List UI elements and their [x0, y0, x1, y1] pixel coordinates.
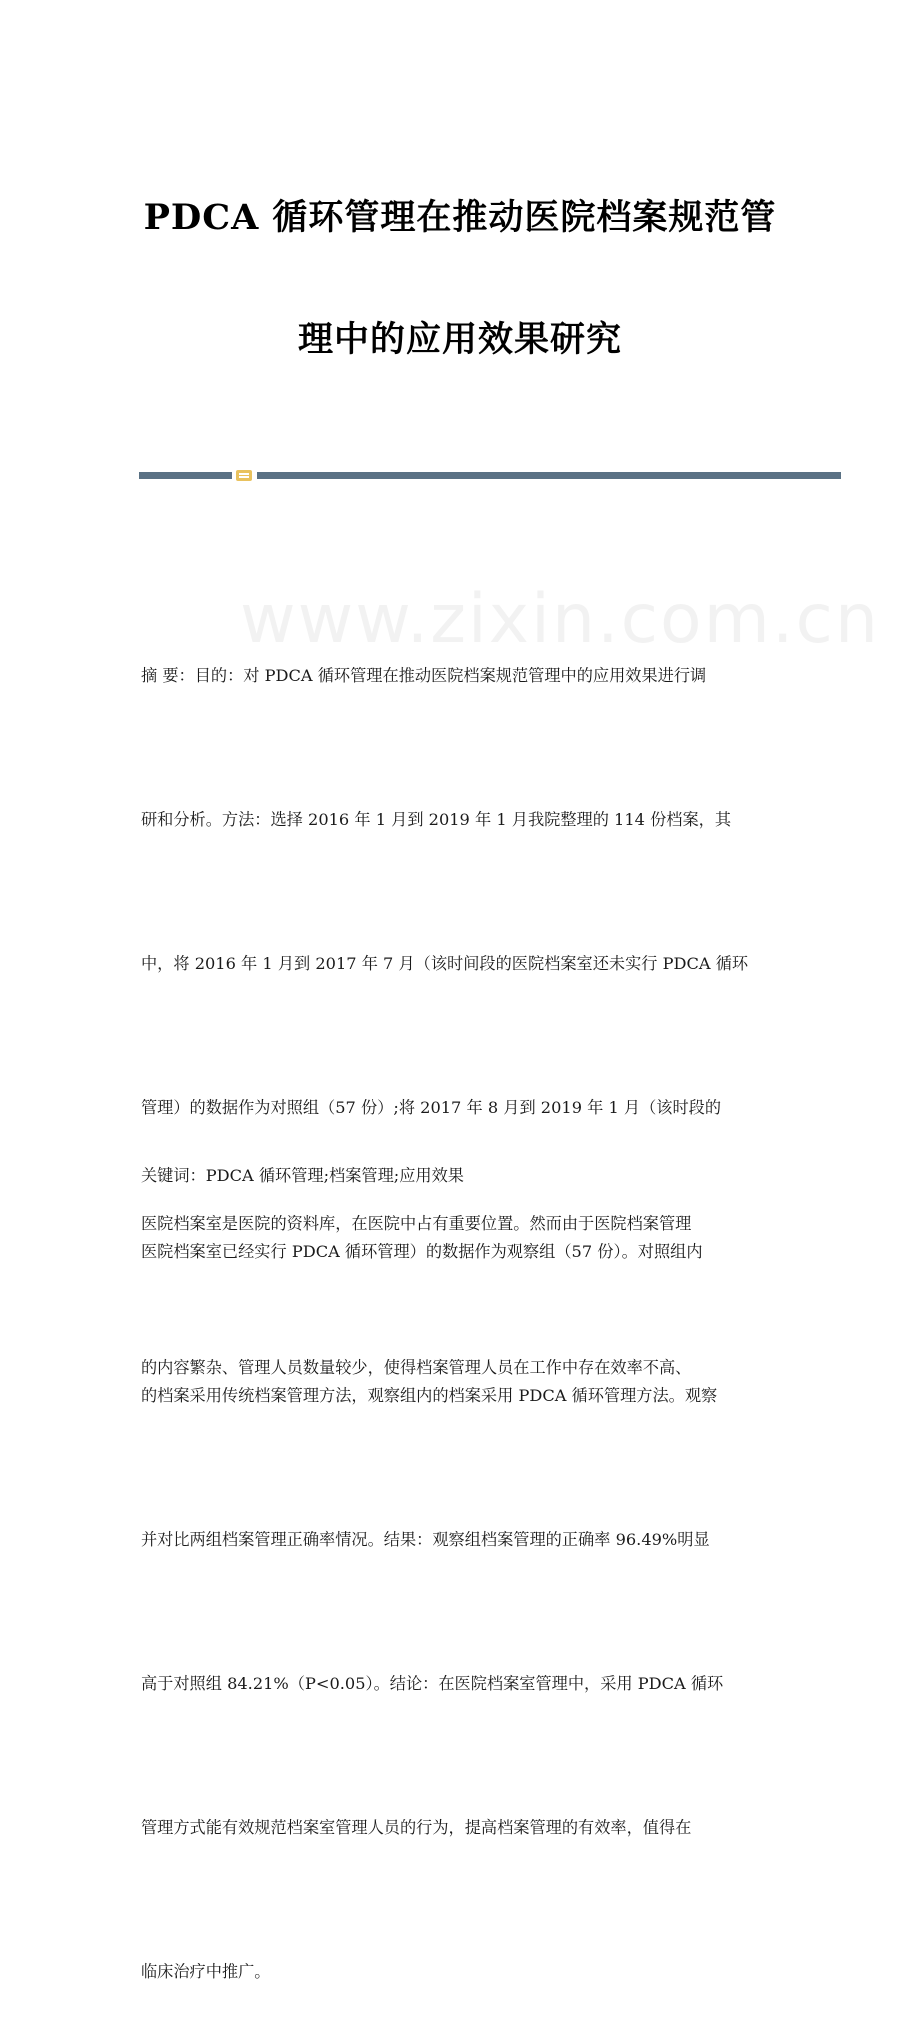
abstract-line: 临床治疗中推广。 — [141, 1962, 271, 1981]
abstract-line: 研和分析。方法：选择 2016 年 1 月到 2019 年 1 月我院整理的 114 份档案，其 — [141, 810, 732, 829]
keywords-line: 关键词：PDCA 循环管理;档案管理;应用效果 — [141, 1166, 464, 1185]
title-divider — [139, 470, 841, 480]
abstract-line: 的档案采用传统档案管理方法，观察组内的档案采用 PDCA 循环管理方法。观察 — [141, 1386, 718, 1405]
body-paragraph — [141, 1104, 781, 1440]
abstract-line: 管理方式能有效规范档案室管理人员的行为，提高档案管理的有效率，值得在 — [141, 1818, 692, 1837]
divider-bar-right — [257, 472, 841, 479]
abstract-line: 管理）的数据作为对照组（57 份）;将 2017 年 8 月到 2019 年 1 月（该时段的 — [141, 1098, 722, 1117]
document-title-line-2: 理中的应用效果研究 — [297, 319, 622, 360]
abstract-line: 高于对照组 84.21%（P<0.05）。结论：在医院档案室管理中，采用 PDCA 循环 — [141, 1674, 724, 1693]
abstract-line: 医院档案室已经实行 PDCA 循环管理）的数据作为观察组（57 份）。对照组内 — [141, 1242, 703, 1261]
abstract-line: 并对比两组档案管理正确率情况。结果：观察组档案管理的正确率 96.49%明显 — [141, 1530, 710, 1549]
document-icon — [236, 470, 252, 481]
divider-bar-left — [139, 472, 232, 479]
body-line: 医院档案室是医院的资料库，在医院中占有重要位置。然而由于医院档案管理 — [141, 1214, 692, 1233]
document-title-line-1: PDCA 循环管理在推动医院档案规范管 — [143, 197, 777, 238]
watermark-text: www.zixin.com.cn — [240, 580, 880, 659]
abstract-line: 中，将 2016 年 1 月到 2017 年 7 月（该时间段的医院档案室还未实行 PDCA 循环 — [141, 954, 749, 973]
abstract-line: 摘 要：目的：对 PDCA 循环管理在推动医院档案规范管理中的应用效果进行调 — [141, 666, 707, 685]
body-line: 的内容繁杂、管理人员数量较少，使得档案管理人员在工作中存在效率不高、 — [141, 1358, 692, 1377]
